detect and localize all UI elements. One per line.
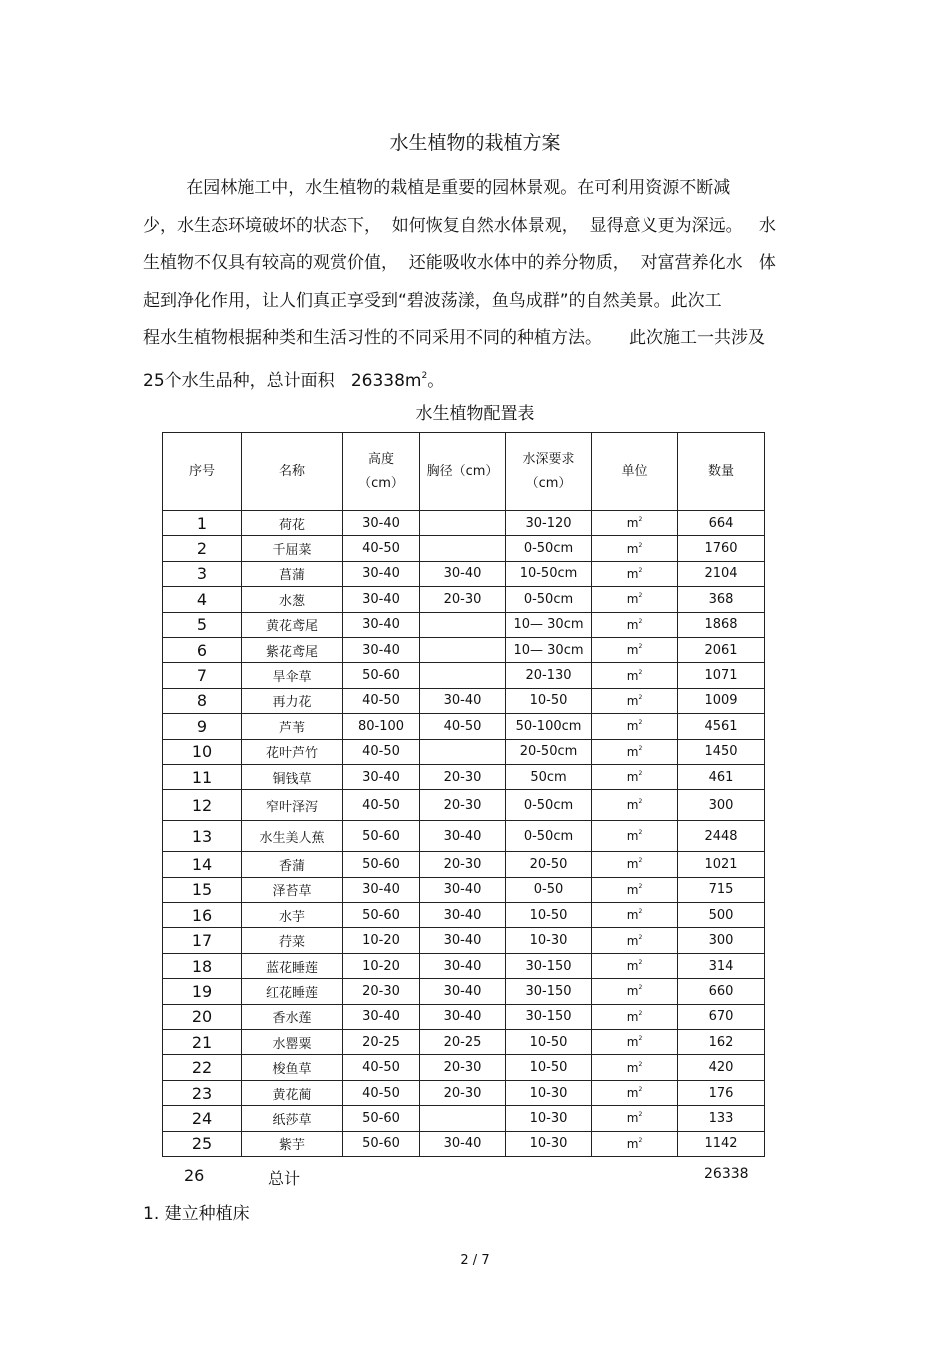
row-name: 紫花鸢尾 <box>242 637 343 662</box>
row-unit <box>592 714 678 739</box>
row-qty: 420 <box>678 1055 765 1080</box>
table-row <box>163 714 765 739</box>
paragraph-line: 程水生植物根据种类和生活习性的不同采用不同的种植方法。 此次施工一共涉及 <box>143 328 766 348</box>
row-qty: 133 <box>678 1106 765 1131</box>
row-idx: 10 <box>163 739 242 764</box>
unit-base: m <box>626 1111 639 1126</box>
unit-base: m <box>626 1035 639 1050</box>
row-idx: 6 <box>163 637 242 662</box>
row-dbh <box>420 536 506 561</box>
row-qty: 300 <box>678 928 765 953</box>
row-unit <box>592 928 678 953</box>
unit-superscript: 2 <box>638 1111 643 1119</box>
row-dbh: 30-40 <box>420 688 506 713</box>
row-dbh <box>420 739 506 764</box>
unit-superscript: 2 <box>638 1086 643 1093</box>
row-unit <box>592 663 678 688</box>
row-name: 香水莲 <box>242 1004 343 1029</box>
row-unit <box>592 536 678 561</box>
row-height: 50-60 <box>343 1106 420 1131</box>
row-height: 40-50 <box>343 688 420 713</box>
unit-base: m <box>626 668 639 683</box>
section-heading: 1. 建立种植床 <box>143 1204 250 1224</box>
row-idx: 9 <box>163 714 242 739</box>
header-depth <box>506 433 592 511</box>
row-idx: 12 <box>163 790 242 821</box>
row-unit <box>592 852 678 877</box>
row-idx: 1 <box>163 511 242 536</box>
table-row <box>163 821 765 852</box>
paragraph-line: 少，水生态环境破坏的状态下， 如何恢复自然水体景观， 显得意义更为深远。 水 <box>143 215 776 236</box>
row-depth: 20-130 <box>506 663 592 688</box>
row-height: 80-100 <box>343 714 420 739</box>
row-name: 红花睡莲 <box>242 979 343 1004</box>
table-row <box>163 637 765 662</box>
row-height: 50-60 <box>343 1131 420 1156</box>
row-dbh: 20-30 <box>420 1055 506 1080</box>
row-unit <box>592 637 678 662</box>
table-row <box>163 561 765 586</box>
row-height: 30-40 <box>343 1004 420 1029</box>
unit-superscript: 2 <box>638 566 643 574</box>
row-name: 铜钱草 <box>242 764 343 789</box>
row-qty: 1450 <box>678 739 765 764</box>
page-number: 2 / 7 <box>460 1253 490 1268</box>
header-height-line1: 高度 <box>367 451 394 467</box>
row-depth: 10-30 <box>506 928 592 953</box>
row-name: 纸莎草 <box>242 1106 343 1131</box>
row-dbh: 30-40 <box>420 928 506 953</box>
row-qty: 660 <box>678 979 765 1004</box>
unit-base: m <box>626 516 639 531</box>
row-name: 黄花蔺 <box>242 1080 343 1105</box>
unit-base: m <box>626 566 639 581</box>
row-height: 50-60 <box>343 821 420 852</box>
paragraph-line-text: 25个水生品种，总计面积 26338m <box>143 370 422 391</box>
row-depth: 10-50 <box>506 903 592 928</box>
row-depth: 30-150 <box>506 979 592 1004</box>
row-qty: 500 <box>678 903 765 928</box>
row-idx: 25 <box>163 1131 242 1156</box>
row-dbh: 20-30 <box>420 587 506 612</box>
row-depth: 10-30 <box>506 1080 592 1105</box>
row-depth: 0-50cm <box>506 790 592 821</box>
row-unit <box>592 1080 678 1105</box>
row-dbh <box>420 637 506 662</box>
unit-base: m <box>626 643 639 658</box>
row-dbh: 30-40 <box>420 1004 506 1029</box>
row-dbh <box>420 511 506 536</box>
row-qty: 1142 <box>678 1131 765 1156</box>
row-qty: 2448 <box>678 821 765 852</box>
row-height: 20-25 <box>343 1030 420 1055</box>
row-name: 窄叶泽泻 <box>242 790 343 821</box>
header-height-line2: （cm） <box>358 475 404 491</box>
row-qty: 368 <box>678 587 765 612</box>
row-height: 50-60 <box>343 852 420 877</box>
unit-superscript: 2 <box>638 617 643 625</box>
table-row <box>163 663 765 688</box>
row-depth: 10-50 <box>506 1055 592 1080</box>
row-qty: 162 <box>678 1030 765 1055</box>
row-depth: 10-30 <box>506 1131 592 1156</box>
row-height: 30-40 <box>343 612 420 637</box>
unit-base: m <box>626 770 639 785</box>
row-name: 水罂粟 <box>242 1030 343 1055</box>
row-height: 30-40 <box>343 587 420 612</box>
row-height: 10-20 <box>343 928 420 953</box>
row-depth: 20-50cm <box>506 739 592 764</box>
table-row <box>163 764 765 789</box>
unit-superscript: 2 <box>638 643 643 651</box>
row-depth: 0-50cm <box>506 587 592 612</box>
row-unit <box>592 953 678 978</box>
unit-superscript: 2 <box>638 908 643 916</box>
row-unit <box>592 587 678 612</box>
unit-base: m <box>626 744 639 759</box>
row-depth: 20-50 <box>506 852 592 877</box>
row-idx: 17 <box>163 928 242 953</box>
row-depth: 10-50cm <box>506 561 592 586</box>
row-qty: 670 <box>678 1004 765 1029</box>
unit-base: m <box>626 798 639 813</box>
table-row <box>163 1080 765 1105</box>
row-height: 40-50 <box>343 1080 420 1105</box>
row-qty: 1021 <box>678 852 765 877</box>
row-unit <box>592 739 678 764</box>
row-qty: 4561 <box>678 714 765 739</box>
unit-superscript: 2 <box>638 959 643 967</box>
row-idx: 11 <box>163 764 242 789</box>
row-unit <box>592 821 678 852</box>
table-row <box>163 979 765 1004</box>
row-unit <box>592 1106 678 1131</box>
row-dbh: 20-30 <box>420 1080 506 1105</box>
row-dbh: 30-40 <box>420 903 506 928</box>
row-depth: 0-50cm <box>506 536 592 561</box>
row-depth: 0-50cm <box>506 821 592 852</box>
row-dbh: 20-25 <box>420 1030 506 1055</box>
row-height: 10-20 <box>343 953 420 978</box>
unit-superscript: 2 <box>638 719 643 727</box>
area-unit-superscript: 2 <box>421 370 428 381</box>
unit-base: m <box>626 719 639 734</box>
row-dbh: 30-40 <box>420 877 506 902</box>
unit-base: m <box>626 882 639 897</box>
row-qty: 176 <box>678 1080 765 1105</box>
paragraph-line: 在园林施工中，水生植物的栽植是重要的园林景观。在可利用资源不断减 <box>143 178 731 198</box>
row-name: 黄花鸢尾 <box>242 612 343 637</box>
row-idx: 22 <box>163 1055 242 1080</box>
row-name: 荇菜 <box>242 928 343 953</box>
unit-base: m <box>626 617 639 632</box>
unit-superscript: 2 <box>638 592 643 600</box>
row-unit <box>592 561 678 586</box>
unit-superscript: 2 <box>638 882 643 890</box>
header-depth-line1: 水深要求 <box>522 451 575 467</box>
row-depth: 0-50 <box>506 877 592 902</box>
row-depth: 10-30 <box>506 1106 592 1131</box>
total-qty: 26338 <box>704 1166 749 1182</box>
row-unit <box>592 764 678 789</box>
row-name: 梭鱼草 <box>242 1055 343 1080</box>
row-dbh: 30-40 <box>420 821 506 852</box>
row-dbh: 40-50 <box>420 714 506 739</box>
row-height: 40-50 <box>343 536 420 561</box>
row-idx: 21 <box>163 1030 242 1055</box>
row-idx: 15 <box>163 877 242 902</box>
table-row <box>163 1030 765 1055</box>
unit-superscript: 2 <box>638 1060 643 1068</box>
table-row <box>163 928 765 953</box>
row-height: 30-40 <box>343 637 420 662</box>
row-depth: 30-150 <box>506 953 592 978</box>
row-depth: 30-120 <box>506 511 592 536</box>
unit-base: m <box>626 908 639 923</box>
row-name: 水葱 <box>242 587 343 612</box>
unit-base: m <box>626 1009 639 1024</box>
row-name: 再力花 <box>242 688 343 713</box>
row-idx: 13 <box>163 821 242 852</box>
row-qty: 664 <box>678 511 765 536</box>
unit-base: m <box>626 959 639 974</box>
unit-superscript: 2 <box>638 1136 643 1144</box>
row-dbh: 30-40 <box>420 561 506 586</box>
unit-base: m <box>626 1136 639 1151</box>
intro-paragraph <box>143 170 813 395</box>
unit-base: m <box>626 933 639 948</box>
table-row <box>163 953 765 978</box>
row-unit <box>592 612 678 637</box>
unit-base: m <box>626 1086 639 1100</box>
row-unit <box>592 979 678 1004</box>
row-dbh: 20-30 <box>420 852 506 877</box>
unit-superscript: 2 <box>638 933 643 941</box>
row-height: 30-40 <box>343 764 420 789</box>
row-qty: 1760 <box>678 536 765 561</box>
row-idx: 19 <box>163 979 242 1004</box>
table-row <box>163 1055 765 1080</box>
row-idx: 14 <box>163 852 242 877</box>
row-height: 30-40 <box>343 511 420 536</box>
paragraph-line: 生植物不仅具有较高的观赏价值， 还能吸收水体中的养分物质， 对富营养化水 体 <box>143 253 776 273</box>
row-unit <box>592 688 678 713</box>
row-dbh: 30-40 <box>420 1131 506 1156</box>
row-dbh <box>420 612 506 637</box>
plant-config-table <box>162 432 765 1157</box>
table-header-row <box>163 433 765 511</box>
table-total-row <box>162 1166 764 1190</box>
row-name: 花叶芦竹 <box>242 739 343 764</box>
row-unit <box>592 1030 678 1055</box>
row-depth: 50cm <box>506 764 592 789</box>
table-row <box>163 1106 765 1131</box>
row-qty: 2104 <box>678 561 765 586</box>
row-height: 40-50 <box>343 739 420 764</box>
row-unit <box>592 1131 678 1156</box>
row-name: 香蒲 <box>242 852 343 877</box>
unit-superscript: 2 <box>638 829 643 837</box>
unit-base: m <box>626 592 639 607</box>
header-dbh: 胸径（cm） <box>420 433 506 511</box>
row-height: 40-50 <box>343 790 420 821</box>
table-row <box>163 612 765 637</box>
row-idx: 7 <box>163 663 242 688</box>
row-idx: 20 <box>163 1004 242 1029</box>
row-unit <box>592 790 678 821</box>
row-name: 芦苇 <box>242 714 343 739</box>
row-height: 40-50 <box>343 1055 420 1080</box>
row-qty: 715 <box>678 877 765 902</box>
row-idx: 8 <box>163 688 242 713</box>
row-dbh: 20-30 <box>420 764 506 789</box>
document-title: 水生植物的栽植方案 <box>389 132 561 154</box>
row-depth: 50-100cm <box>506 714 592 739</box>
row-qty: 461 <box>678 764 765 789</box>
row-idx: 5 <box>163 612 242 637</box>
row-idx: 2 <box>163 536 242 561</box>
row-unit <box>592 877 678 902</box>
row-name: 旱伞草 <box>242 663 343 688</box>
unit-superscript: 2 <box>638 541 643 549</box>
header-height <box>343 433 420 511</box>
row-name: 水生美人蕉 <box>242 821 343 852</box>
row-dbh <box>420 663 506 688</box>
row-qty: 1071 <box>678 663 765 688</box>
row-idx: 24 <box>163 1106 242 1131</box>
row-unit <box>592 511 678 536</box>
row-qty: 314 <box>678 953 765 978</box>
total-label: 总计 <box>268 1169 301 1188</box>
header-idx: 序号 <box>163 433 242 511</box>
row-dbh: 30-40 <box>420 979 506 1004</box>
row-unit <box>592 903 678 928</box>
row-height: 30-40 <box>343 561 420 586</box>
row-depth: 10-50 <box>506 1030 592 1055</box>
row-idx: 4 <box>163 587 242 612</box>
row-qty: 1009 <box>678 688 765 713</box>
row-name: 水芋 <box>242 903 343 928</box>
unit-superscript: 2 <box>638 668 643 676</box>
paragraph-line: 起到净化作用，让人们真正享受到“碧波荡漾，鱼鸟成群”的自然美景。此次工 <box>143 290 722 311</box>
header-qty: 数量 <box>678 433 765 511</box>
unit-base: m <box>626 829 639 844</box>
row-idx: 16 <box>163 903 242 928</box>
unit-superscript: 2 <box>638 798 643 806</box>
table-row <box>163 587 765 612</box>
header-name: 名称 <box>242 433 343 511</box>
unit-base: m <box>626 857 639 872</box>
paragraph-end-punct: 。 <box>427 370 445 391</box>
table-caption: 水生植物配置表 <box>415 404 535 424</box>
row-name: 千屈菜 <box>242 536 343 561</box>
row-idx: 18 <box>163 953 242 978</box>
table-row <box>163 739 765 764</box>
table-row <box>163 1004 765 1029</box>
row-height: 30-40 <box>343 877 420 902</box>
unit-superscript: 2 <box>638 744 643 752</box>
row-height: 20-30 <box>343 979 420 1004</box>
paragraph-line-last <box>143 358 813 396</box>
unit-base: m <box>626 541 639 556</box>
unit-base: m <box>626 693 639 708</box>
unit-base: m <box>626 1060 639 1075</box>
total-idx: 26 <box>184 1166 205 1185</box>
row-qty: 300 <box>678 790 765 821</box>
row-depth: 10-50 <box>506 688 592 713</box>
row-name: 紫芋 <box>242 1131 343 1156</box>
row-unit <box>592 1004 678 1029</box>
row-idx: 23 <box>163 1080 242 1105</box>
row-name: 泽苔草 <box>242 877 343 902</box>
row-depth: 30-150 <box>506 1004 592 1029</box>
row-qty: 2061 <box>678 637 765 662</box>
table-row <box>163 1131 765 1156</box>
unit-superscript: 2 <box>638 516 643 524</box>
unit-superscript: 2 <box>638 984 643 992</box>
table-row <box>163 688 765 713</box>
row-qty: 1868 <box>678 612 765 637</box>
row-unit <box>592 1055 678 1080</box>
table-row <box>163 790 765 821</box>
table-row <box>163 903 765 928</box>
row-depth: 10— 30cm <box>506 637 592 662</box>
row-name: 荷花 <box>242 511 343 536</box>
row-idx: 3 <box>163 561 242 586</box>
table-row <box>163 536 765 561</box>
unit-superscript: 2 <box>638 1035 643 1043</box>
header-depth-line2: （cm） <box>525 475 572 491</box>
row-height: 50-60 <box>343 663 420 688</box>
header-unit: 单位 <box>592 433 678 511</box>
row-height: 50-60 <box>343 903 420 928</box>
table-row <box>163 511 765 536</box>
row-dbh <box>420 1106 506 1131</box>
unit-superscript: 2 <box>638 770 643 778</box>
unit-superscript: 2 <box>638 1009 643 1017</box>
table-row <box>163 877 765 902</box>
row-dbh: 20-30 <box>420 790 506 821</box>
table-row <box>163 852 765 877</box>
unit-superscript: 2 <box>638 857 643 865</box>
row-name: 蓝花睡莲 <box>242 953 343 978</box>
row-depth: 10— 30cm <box>506 612 592 637</box>
unit-base: m <box>626 984 639 999</box>
unit-superscript: 2 <box>638 693 643 701</box>
row-dbh: 30-40 <box>420 953 506 978</box>
row-name: 菖蒲 <box>242 561 343 586</box>
